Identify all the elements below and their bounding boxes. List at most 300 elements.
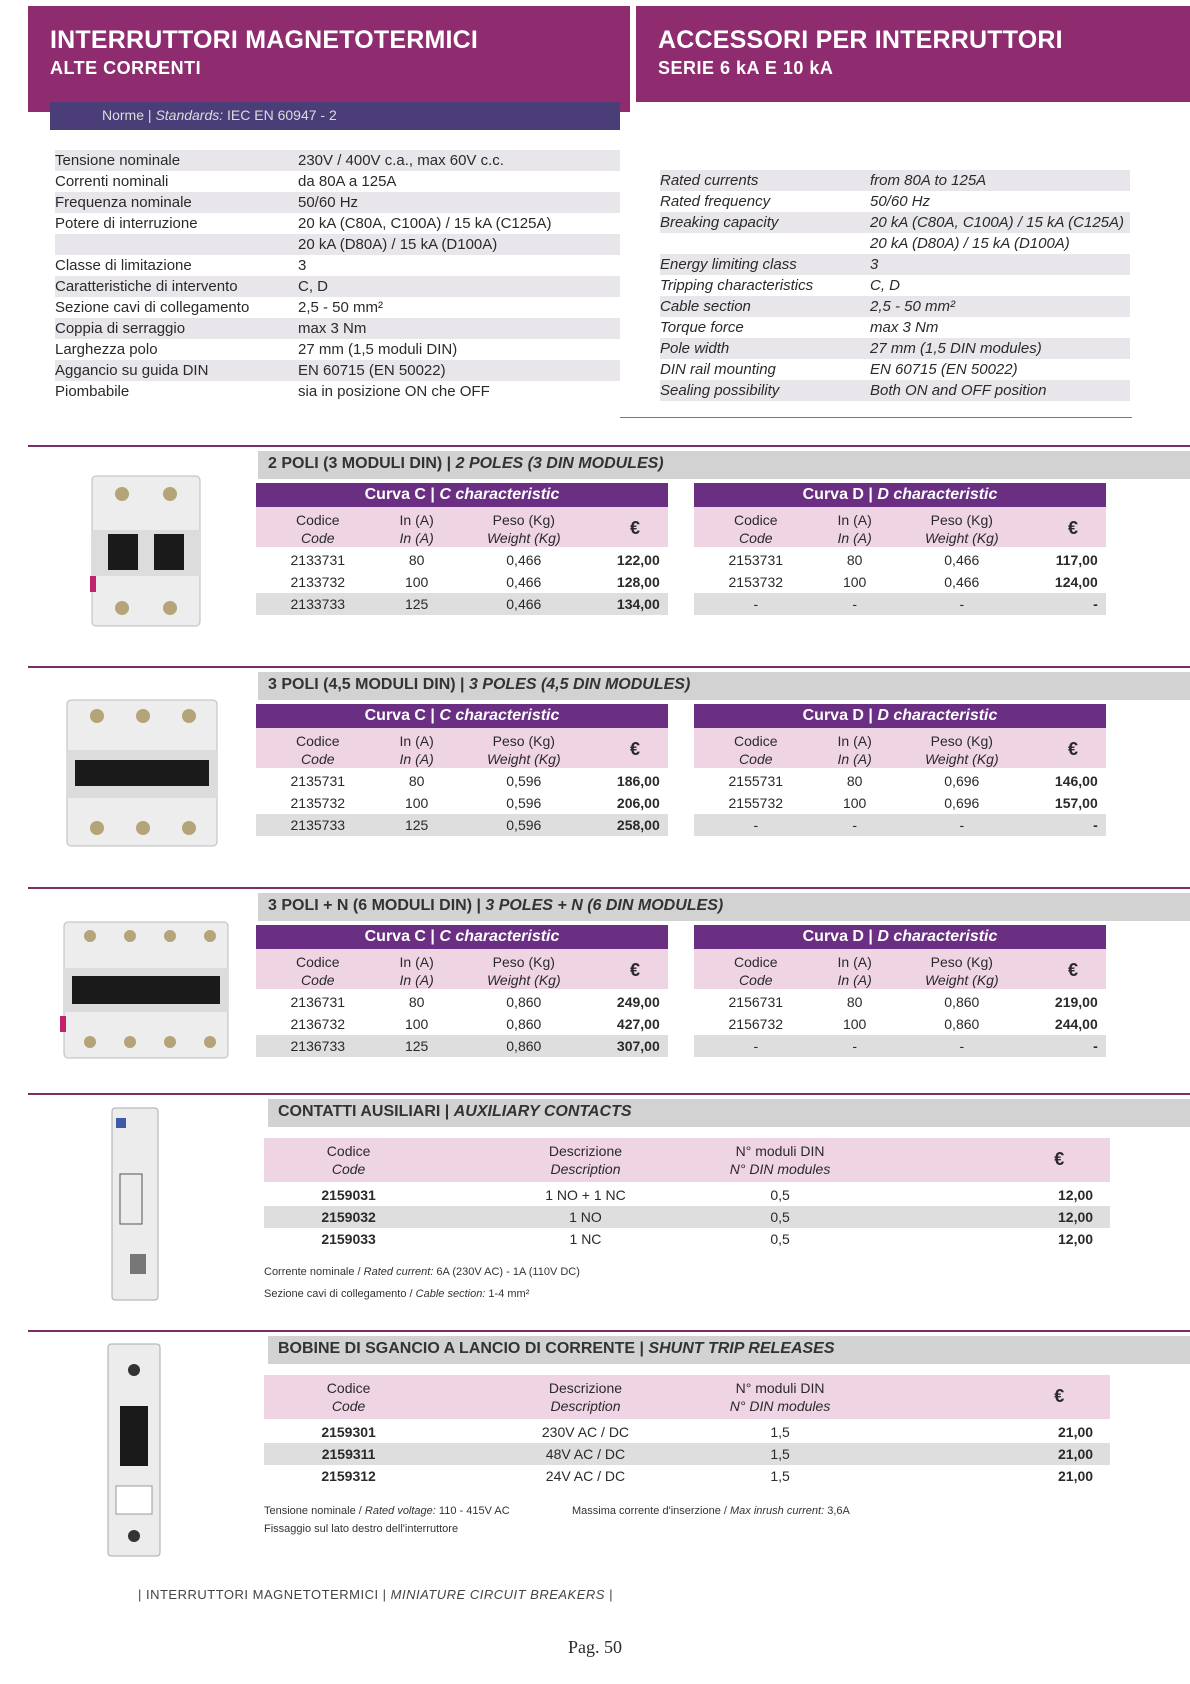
breaker-2p-image xyxy=(82,470,210,630)
table-price: 117,00 xyxy=(1055,552,1098,568)
table-price: 124,00 xyxy=(1054,574,1098,590)
table-row xyxy=(694,593,1106,615)
table-cell: - xyxy=(753,817,759,833)
curve-title xyxy=(256,925,668,949)
table-cell: 2159311 xyxy=(321,1446,376,1462)
section-title-it: 3 POLI + N (6 MODULI DIN) | xyxy=(268,897,486,914)
col-header-en: Code xyxy=(301,751,335,767)
shunt-note-1 xyxy=(264,1505,510,1517)
specs-english xyxy=(660,170,1130,420)
shunt-note1-it: Tensione nominale / xyxy=(264,1505,365,1517)
col-header-en: In (A) xyxy=(399,751,434,767)
curve-prefix: Curva D | xyxy=(802,928,878,945)
curve-prefix: Curva C | xyxy=(364,928,440,945)
curve-title xyxy=(256,704,668,728)
page-number: Pag. 50 xyxy=(568,1637,622,1657)
spec-value: C, D xyxy=(870,277,900,294)
col-header-en: In (A) xyxy=(837,972,872,988)
table-price: 21,00 xyxy=(1058,1446,1094,1462)
table-cell: 2135732 xyxy=(290,795,346,811)
col-header-euro: € xyxy=(1054,1386,1065,1406)
col-header-it: Codice xyxy=(326,1143,371,1159)
col-header-it: Peso (Kg) xyxy=(492,512,555,528)
spec-value: 50/60 Hz xyxy=(870,193,931,210)
table-row xyxy=(256,814,668,836)
aux-note-2 xyxy=(264,1288,529,1300)
table-cell: 2156732 xyxy=(728,1016,784,1032)
col-header-euro: € xyxy=(630,739,641,759)
section-title-en: 2 POLES (3 DIN MODULES) xyxy=(455,455,664,472)
col-header-en: Weight (Kg) xyxy=(486,972,561,988)
table-price: 186,00 xyxy=(616,773,660,789)
table-row xyxy=(264,1184,1110,1206)
table-cell: - xyxy=(959,817,965,833)
curve-label: D characteristic xyxy=(877,707,998,724)
shunt-note3-it: Massima corrente d'inserzione / xyxy=(572,1505,730,1517)
aux-section-line xyxy=(28,1093,1190,1095)
aux-title-it: CONTATTI AUSILIARI | xyxy=(278,1103,454,1120)
shunt-note-2: Fissaggio sul lato destro dell'interruttore xyxy=(264,1523,459,1535)
spec-value: 50/60 Hz xyxy=(298,194,359,211)
table-cell: 2135731 xyxy=(290,773,346,789)
spec-label: Tensione nominale xyxy=(55,152,181,169)
spec-value: 3 xyxy=(870,256,879,273)
col-header-euro: € xyxy=(630,960,641,980)
section-title xyxy=(258,893,1190,921)
table-price: - xyxy=(1093,1038,1098,1054)
col-header xyxy=(264,1379,433,1415)
table-cell: 0,466 xyxy=(506,574,542,590)
aux-contact-image xyxy=(100,1104,170,1304)
col-header xyxy=(272,511,363,547)
section-line xyxy=(28,887,1190,889)
col-header-it: Descrizione xyxy=(548,1143,623,1159)
table-cell: 100 xyxy=(842,795,867,811)
table-cell: 2136732 xyxy=(290,1016,346,1032)
col-header xyxy=(264,1142,433,1178)
spec-value: C, D xyxy=(298,278,328,295)
col-header xyxy=(710,953,801,989)
table-price: 206,00 xyxy=(616,795,660,811)
aux-note2-it: Sezione cavi di collegamento / xyxy=(264,1288,416,1300)
spec-row xyxy=(660,233,1130,254)
curve-label: D characteristic xyxy=(877,486,998,503)
aux-note-1 xyxy=(264,1266,580,1278)
shunt-note-3 xyxy=(572,1505,850,1517)
curve-label: C characteristic xyxy=(439,707,560,724)
aux-note2-val: 1-4 mm² xyxy=(485,1288,530,1300)
spec-label: Larghezza polo xyxy=(55,341,158,358)
section-title-en: 3 POLES (4,5 DIN MODULES) xyxy=(468,676,691,693)
spec-label: Classe di limitazione xyxy=(55,257,192,274)
spec-divider xyxy=(620,417,1132,418)
table-cell: 48V AC / DC xyxy=(545,1446,626,1462)
spec-row xyxy=(55,318,620,339)
spec-label: Pole width xyxy=(660,340,730,357)
table-row xyxy=(694,549,1106,571)
spec-row xyxy=(55,234,620,255)
aux-table xyxy=(264,1138,1110,1252)
spec-label: Sealing possibility xyxy=(660,382,780,399)
column-header xyxy=(694,728,1106,768)
spec-value: max 3 Nm xyxy=(298,320,367,337)
col-header-it: Codice xyxy=(295,733,340,749)
table-cell: 1 NO xyxy=(569,1209,602,1225)
price-table xyxy=(256,925,668,1059)
spec-label: Coppia di serraggio xyxy=(55,320,186,337)
col-header-en: Code xyxy=(739,530,773,546)
table-cell: 2156731 xyxy=(728,994,784,1010)
table-cell: 0,5 xyxy=(770,1231,790,1247)
section-title xyxy=(258,672,1190,700)
table-cell: 125 xyxy=(404,817,429,833)
col-header-en: Description xyxy=(550,1161,621,1177)
table-row xyxy=(256,593,668,615)
spec-value: 20 kA (C80A, C100A) / 15 kA (C125A) xyxy=(298,215,552,232)
table-cell: 0,860 xyxy=(944,994,980,1010)
table-cell: 0,466 xyxy=(506,552,542,568)
table-cell: 0,860 xyxy=(506,1016,542,1032)
spec-value: 3 xyxy=(298,257,307,274)
table-cell: 2159312 xyxy=(321,1468,376,1484)
spec-label: Energy limiting class xyxy=(660,256,797,273)
col-header-it: N° moduli DIN xyxy=(735,1380,825,1396)
spec-value: max 3 Nm xyxy=(870,319,939,336)
shunt-title-it: BOBINE DI SGANCIO A LANCIO DI CORRENTE | xyxy=(278,1340,649,1357)
curve-title xyxy=(694,704,1106,728)
col-header-en: N° DIN modules xyxy=(729,1161,831,1177)
column-header xyxy=(256,949,668,989)
table-cell: 125 xyxy=(404,596,429,612)
spec-value: 27 mm (1,5 moduli DIN) xyxy=(298,341,458,358)
table-cell: - xyxy=(753,596,759,612)
table-price: 249,00 xyxy=(616,994,660,1010)
spec-value: 27 mm (1,5 DIN modules) xyxy=(870,340,1042,357)
col-header xyxy=(272,732,363,768)
table-row xyxy=(694,1013,1106,1035)
table-cell: 0,5 xyxy=(770,1209,790,1225)
table-cell: 2159033 xyxy=(321,1231,376,1247)
col-header-it: Descrizione xyxy=(548,1380,623,1396)
table-price: - xyxy=(1093,817,1098,833)
col-header xyxy=(470,953,577,989)
spec-label: Frequenza nominale xyxy=(55,194,192,211)
spec-label: Cable section xyxy=(660,298,751,315)
col-header-it: Codice xyxy=(295,512,340,528)
column-header xyxy=(694,949,1106,989)
table-cell: 0,696 xyxy=(944,773,980,789)
shunt-note3-val: 3,6A xyxy=(824,1505,850,1517)
col-header-it: Peso (Kg) xyxy=(930,512,993,528)
col-header-en: N° DIN modules xyxy=(729,1398,831,1414)
col-header-it: In (A) xyxy=(837,512,872,528)
col-header-en: In (A) xyxy=(399,530,434,546)
col-header xyxy=(375,511,457,547)
col-header xyxy=(710,732,801,768)
column-header xyxy=(256,728,668,768)
shunt-note3-en: Max inrush current: xyxy=(730,1505,825,1517)
spec-value: 2,5 - 50 mm² xyxy=(298,299,384,316)
curve-title xyxy=(256,483,668,507)
col-header-it: Peso (Kg) xyxy=(492,954,555,970)
shunt-section-line xyxy=(28,1330,1190,1332)
standards-label: Standards: xyxy=(155,107,224,123)
col-header-euro: € xyxy=(1054,1149,1065,1169)
curve-prefix: Curva C | xyxy=(364,486,440,503)
table-cell: 0,596 xyxy=(506,817,542,833)
spec-label: Piombabile xyxy=(55,383,130,400)
spec-label: Caratteristiche di intervento xyxy=(55,278,238,295)
spec-row xyxy=(55,360,620,381)
table-row xyxy=(694,770,1106,792)
table-cell: 0,860 xyxy=(944,1016,980,1032)
section-title-it: 3 POLI (4,5 MODULI DIN) | xyxy=(268,676,469,693)
col-header xyxy=(813,953,895,989)
spec-value: from 80A to 125A xyxy=(870,172,987,189)
price-table xyxy=(256,483,668,617)
col-header xyxy=(710,511,801,547)
spec-row xyxy=(55,171,620,192)
table-price: 427,00 xyxy=(616,1016,660,1032)
spec-label: Tripping characteristics xyxy=(660,277,814,294)
table-row xyxy=(694,1035,1106,1057)
table-price: 244,00 xyxy=(1054,1016,1098,1032)
col-header xyxy=(470,511,577,547)
aux-title-en: AUXILIARY CONTACTS xyxy=(453,1103,632,1120)
col-header-en: Code xyxy=(331,1161,366,1177)
table-price: 307,00 xyxy=(616,1038,660,1054)
table-cell: 230V AC / DC xyxy=(541,1424,630,1440)
table-cell: - xyxy=(753,1038,759,1054)
shunt-note1-en: Rated voltage: xyxy=(364,1505,436,1517)
col-header-en: Code xyxy=(739,751,773,767)
col-header-it: Codice xyxy=(733,733,778,749)
table-row xyxy=(694,814,1106,836)
aux-note1-val: 6A (230V AC) - 1A (110V DC) xyxy=(433,1266,580,1278)
table-row xyxy=(256,770,668,792)
col-header-euro: € xyxy=(1068,739,1079,759)
table-row xyxy=(264,1421,1110,1443)
col-header xyxy=(908,953,1015,989)
curve-prefix: Curva C | xyxy=(364,707,440,724)
spec-value: sia in posizione ON che OFF xyxy=(298,383,490,400)
col-header-it: In (A) xyxy=(399,733,434,749)
aux-section-title xyxy=(268,1099,1190,1127)
table-cell: 2133732 xyxy=(290,574,346,590)
table-cell: 0,5 xyxy=(770,1187,790,1203)
curve-prefix: Curva D | xyxy=(802,486,878,503)
spec-row xyxy=(55,192,620,213)
spec-row xyxy=(660,191,1130,212)
spec-row xyxy=(660,380,1130,401)
table-cell: 100 xyxy=(404,795,429,811)
spec-row xyxy=(55,297,620,318)
section-line xyxy=(28,666,1190,668)
col-header xyxy=(908,511,1015,547)
table-price: 21,00 xyxy=(1058,1424,1094,1440)
section-line xyxy=(28,445,1190,447)
section-title xyxy=(258,451,1190,479)
shunt-section-title xyxy=(268,1336,1190,1364)
table-cell: 2133733 xyxy=(290,596,346,612)
spec-row xyxy=(55,339,620,360)
table-row xyxy=(264,1465,1110,1487)
price-table xyxy=(694,483,1106,617)
table-row xyxy=(264,1228,1110,1250)
col-header-en: In (A) xyxy=(399,972,434,988)
table-cell: 2136731 xyxy=(290,994,346,1010)
table-cell: 2155731 xyxy=(728,773,784,789)
footer-note-en: MINIATURE CIRCUIT BREAKERS | xyxy=(390,1587,613,1602)
spec-row xyxy=(660,254,1130,275)
col-header xyxy=(501,1142,670,1178)
table-row xyxy=(256,991,668,1013)
shunt-table xyxy=(264,1375,1110,1489)
curve-title xyxy=(694,925,1106,949)
table-cell: 0,596 xyxy=(506,773,542,789)
table-cell: 1,5 xyxy=(770,1468,790,1484)
col-header-euro: € xyxy=(1068,518,1079,538)
col-header-en: Code xyxy=(301,972,335,988)
spec-label: DIN rail mounting xyxy=(660,361,776,378)
column-header xyxy=(264,1375,1110,1419)
table-cell: 80 xyxy=(408,994,425,1010)
col-header-en: In (A) xyxy=(837,751,872,767)
table-cell: 2159032 xyxy=(321,1209,376,1225)
col-header-it: Codice xyxy=(326,1380,371,1396)
spec-label: Rated frequency xyxy=(660,193,771,210)
spec-label: Correnti nominali xyxy=(55,173,169,190)
breaker-3pn-image xyxy=(50,916,240,1066)
spec-row xyxy=(660,296,1130,317)
col-header-en: Weight (Kg) xyxy=(486,530,561,546)
footer-note xyxy=(138,1587,613,1602)
section-title-en: 3 POLES + N (6 DIN MODULES) xyxy=(485,897,724,914)
curve-title xyxy=(694,483,1106,507)
table-cell: - xyxy=(852,596,857,612)
table-cell: 100 xyxy=(842,1016,867,1032)
col-header xyxy=(375,953,457,989)
breaker-3p-image xyxy=(55,694,225,854)
header-right-underlay xyxy=(636,100,1190,134)
spec-label: Rated currents xyxy=(660,172,759,189)
table-cell: 80 xyxy=(408,773,425,789)
curve-label: C characteristic xyxy=(439,928,560,945)
price-table xyxy=(694,704,1106,838)
col-header-it: In (A) xyxy=(399,512,434,528)
table-cell: 125 xyxy=(404,1038,429,1054)
col-header-it: In (A) xyxy=(837,733,872,749)
col-header-it: Codice xyxy=(295,954,340,970)
table-price: 219,00 xyxy=(1054,994,1098,1010)
price-table xyxy=(256,704,668,838)
section-title-it: 2 POLI (3 MODULI DIN) | xyxy=(268,455,456,472)
table-cell: 1 NO + 1 NC xyxy=(545,1187,626,1203)
table-price: 134,00 xyxy=(616,596,660,612)
col-header-en: Weight (Kg) xyxy=(486,751,561,767)
spec-label: Torque force xyxy=(660,319,744,336)
spec-value: 20 kA (C80A, C100A) / 15 kA (C125A) xyxy=(870,214,1125,231)
spec-row xyxy=(55,255,620,276)
table-cell: 1,5 xyxy=(770,1424,790,1440)
col-header-en: Description xyxy=(550,1398,621,1414)
col-header-en: Weight (Kg) xyxy=(924,530,999,546)
col-header-en: Weight (Kg) xyxy=(924,751,999,767)
table-cell: 2135733 xyxy=(290,817,346,833)
table-row xyxy=(256,549,668,571)
table-cell: 0,466 xyxy=(944,552,980,568)
col-header xyxy=(813,732,895,768)
table-cell: 80 xyxy=(408,552,425,568)
col-header xyxy=(272,953,363,989)
table-cell: 100 xyxy=(404,574,429,590)
column-header xyxy=(694,507,1106,547)
shunt-note1-val: 110 - 415V AC xyxy=(435,1505,510,1517)
table-cell: 1,5 xyxy=(770,1446,790,1462)
table-cell: 0,466 xyxy=(944,574,980,590)
table-cell: 2155732 xyxy=(728,795,784,811)
spec-row xyxy=(660,275,1130,296)
col-header-it: Codice xyxy=(733,512,778,528)
col-header-euro: € xyxy=(1068,960,1079,980)
col-header xyxy=(501,1379,670,1415)
standards-value: IEC EN 60947 - 2 xyxy=(223,107,337,123)
spec-value: da 80A a 125A xyxy=(298,173,397,190)
table-cell: 80 xyxy=(846,552,863,568)
col-header-it: Codice xyxy=(733,954,778,970)
col-header-it: Peso (Kg) xyxy=(492,733,555,749)
col-header-it: Peso (Kg) xyxy=(930,733,993,749)
table-row xyxy=(256,792,668,814)
table-cell: - xyxy=(852,1038,857,1054)
table-price: 146,00 xyxy=(1054,773,1098,789)
table-cell: 80 xyxy=(846,773,863,789)
table-cell: 0,696 xyxy=(944,795,980,811)
shunt-trip-image xyxy=(96,1340,176,1560)
shunt-title-en: SHUNT TRIP RELEASES xyxy=(648,1340,835,1357)
table-price: 128,00 xyxy=(616,574,660,590)
spec-row xyxy=(660,359,1130,380)
curve-prefix: Curva D | xyxy=(802,707,878,724)
table-price: 258,00 xyxy=(616,817,660,833)
header-left-banner xyxy=(28,6,630,112)
spec-row xyxy=(55,213,620,234)
header-left-subtitle: ALTE CORRENTI xyxy=(50,58,202,78)
col-header-it: N° moduli DIN xyxy=(735,1143,825,1159)
spec-value: 20 kA (D80A) / 15 kA (D100A) xyxy=(870,235,1070,252)
col-header xyxy=(470,732,577,768)
table-price: 157,00 xyxy=(1054,795,1098,811)
col-header xyxy=(670,1379,890,1415)
spec-label: Potere di interruzione xyxy=(55,215,198,232)
table-cell: 2153731 xyxy=(728,552,784,568)
table-cell: 2159301 xyxy=(321,1424,376,1440)
col-header xyxy=(813,511,895,547)
standards-prefix: Norme | xyxy=(102,107,156,123)
specs-italian xyxy=(55,150,620,420)
table-row xyxy=(256,1035,668,1057)
col-header-it: Peso (Kg) xyxy=(930,954,993,970)
spec-value: EN 60715 (EN 50022) xyxy=(870,361,1018,378)
spec-row xyxy=(660,170,1130,191)
col-header xyxy=(908,732,1015,768)
spec-value: 20 kA (D80A) / 15 kA (D100A) xyxy=(298,236,498,253)
table-row xyxy=(256,571,668,593)
aux-note1-en: Rated current: xyxy=(363,1266,434,1278)
table-price: 12,00 xyxy=(1058,1231,1094,1247)
table-row xyxy=(264,1206,1110,1228)
curve-label: C characteristic xyxy=(439,486,560,503)
